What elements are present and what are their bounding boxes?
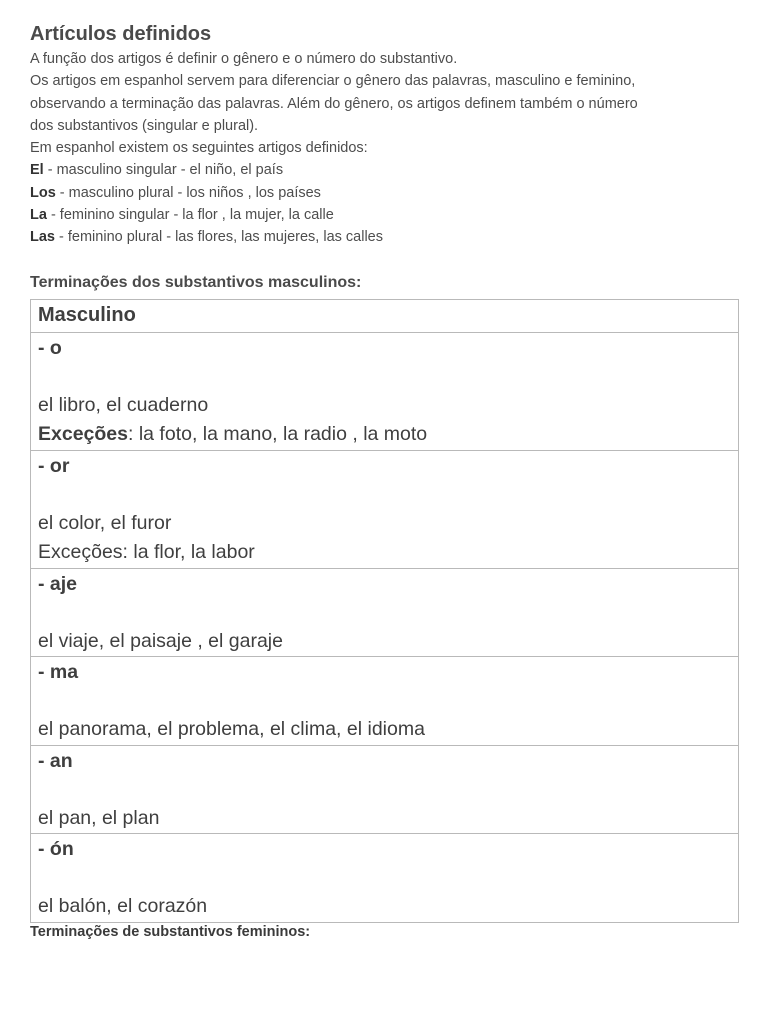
suffix-label: - ón [38, 838, 74, 861]
intro-paragraph [30, 48, 738, 249]
masculine-endings-heading: Terminações dos substantivos masculinos: [30, 273, 362, 291]
article-item-los [30, 182, 738, 204]
article-item-el [30, 159, 738, 181]
exceptions-label: Exceções [38, 423, 128, 446]
exceptions-line [38, 538, 731, 568]
intro-line: A função dos artigos é definir o gênero e o número do substantivo. [30, 51, 458, 67]
cell-spacer [38, 362, 731, 391]
examples-text: el balón, el corazón [38, 895, 208, 918]
intro-line: Os artigos em espanhol servem para diferenciar o gênero das palavras, masculino e feminino, [30, 73, 636, 90]
intro-line: Em espanhol existem os seguintes artigos definidos: [30, 140, 368, 157]
article-name: El [30, 162, 44, 179]
exceptions-label: Exceções [38, 541, 123, 564]
examples-text: el libro, el cuaderno [38, 393, 209, 416]
page-title: Artículos definidos [30, 23, 212, 45]
article-item-la [30, 204, 738, 226]
table-cell [31, 657, 739, 746]
masculine-endings-table [30, 299, 739, 923]
examples-text: el color, el furor [38, 511, 172, 534]
table-cell [31, 745, 739, 834]
table-row [31, 657, 739, 746]
article-name: Las [30, 229, 55, 246]
table-header-label: Masculino [38, 303, 136, 326]
table-row [31, 332, 739, 450]
table-row [31, 450, 739, 568]
table-cell [31, 568, 739, 657]
article-name: Los [30, 184, 56, 201]
article-description: - masculino singular - el niño, el país [43, 162, 284, 179]
suffix-label: - or [38, 454, 70, 477]
examples-text: el panorama, el problema, el clima, el idioma [38, 718, 425, 741]
cell-spacer [38, 480, 731, 509]
suffix-label: - ma [38, 661, 79, 684]
table-header-row [31, 299, 739, 332]
suffix-label: - o [38, 336, 62, 359]
article-description: - feminino singular - la flor , la mujer, la calle [46, 207, 334, 224]
suffix-label: - aje [38, 572, 78, 595]
intro-line: observando a terminação das palavras. Além do gênero, os artigos definem também o número [30, 95, 638, 112]
table-cell [31, 834, 739, 923]
cell-spacer [38, 686, 731, 715]
feminine-endings-heading: Terminações de substantivos femininos: [30, 923, 311, 940]
exceptions-text: : la flor, la labor [122, 541, 255, 564]
cell-spacer [38, 598, 731, 627]
examples-text: el viaje, el paisaje , el garaje [38, 629, 283, 652]
table-cell [31, 332, 739, 450]
exceptions-line [38, 420, 731, 450]
suffix-label: - an [38, 749, 73, 772]
exceptions-text: : la foto, la mano, la radio , la moto [128, 423, 428, 446]
cell-spacer [38, 863, 731, 892]
table-row [31, 834, 739, 923]
examples-text: el pan, el plan [38, 806, 160, 829]
table-row [31, 745, 739, 834]
intro-line: dos substantivos (singular e plural). [30, 117, 259, 134]
cell-spacer [38, 775, 731, 804]
table-header-cell [31, 299, 739, 332]
table-row [31, 568, 739, 657]
table-cell [31, 450, 739, 568]
article-description: - masculino plural - los niños , los países [55, 184, 321, 201]
article-name: La [30, 207, 47, 224]
article-description: - feminino plural - las flores, las mujeres, las calles [55, 229, 383, 246]
article-item-las [30, 226, 738, 248]
